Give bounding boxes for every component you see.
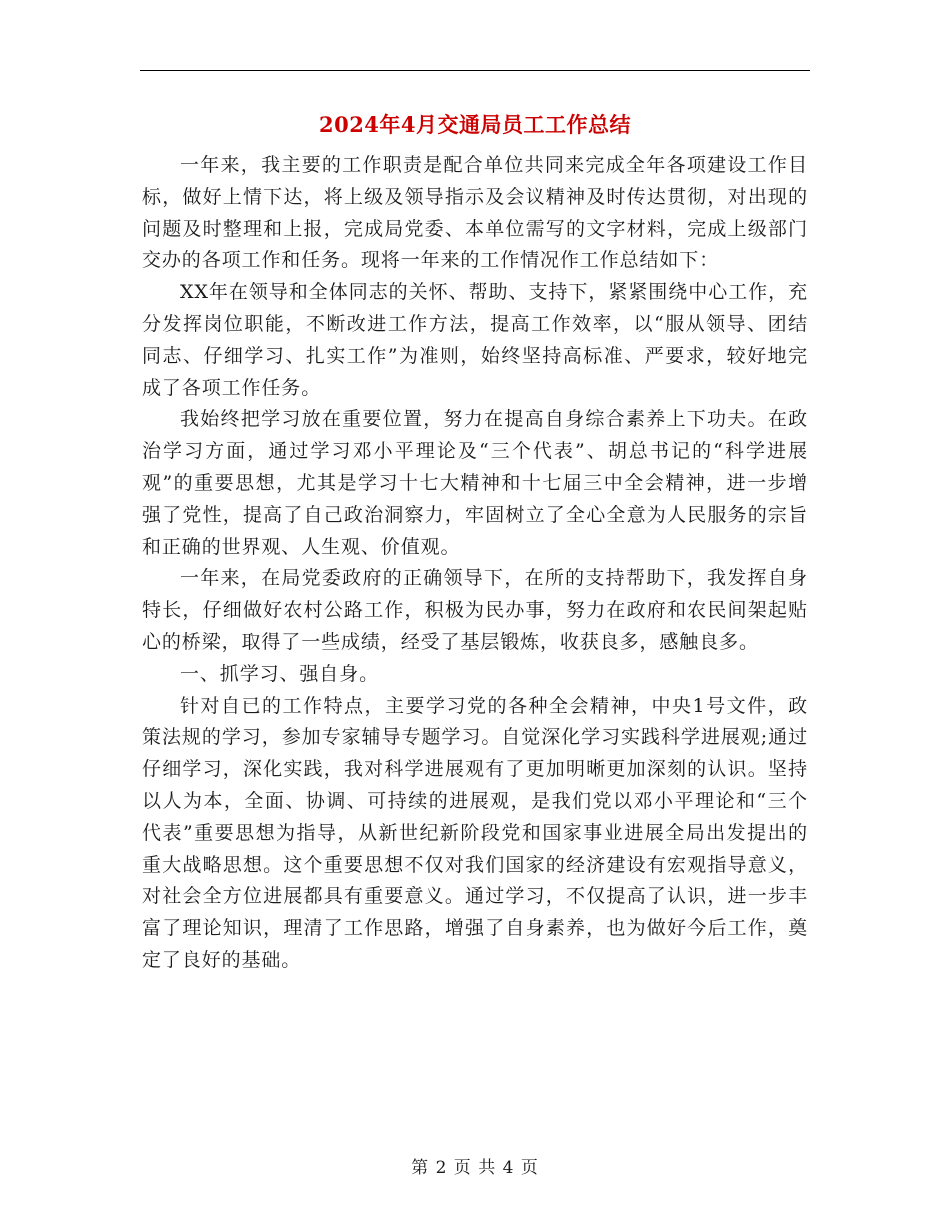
paragraph-section-1: 针对自已的工作特点，主要学习党的各种全会精神，中央1号文件，政策法规的学习，参加专家辅导专题学习。自觉深化学习实践科学进展观;通过仔细学习，深化实践，我对科学进展观有了更加明晰更加深刻的认识。坚持以人为本，全面、协调、可持续的进展观，是我们党以邓小平理论和“三个代表”重要思想为指导，从新世纪新阶段党和国家事业进展全局出发提出的重大战略思想。这个重要思想不仅对我们国家的经济建设有宏观指导意义，对社会全方位进展都具有重要意义。通过学习，不仅提高了认识，进一步丰富了理论知识，理清了工作思路，增强了自身素养，也为做好今后工作，奠定了良好的基础。 xyxy=(142,694,808,971)
section-heading-1: 一、抓学习、强自身。 xyxy=(180,662,380,685)
header-divider xyxy=(140,70,810,71)
paragraph-study: 我始终把学习放在重要位置，努力在提高自身综合素养上下功夫。在政治学习方面，通过学习邓小平理论及“三个代表”、胡总书记的“科学进展观”的重要思想，尤其是学习十七大精神和十七届三中全会精神，进一步增强了党性，提高了自己政治洞察力，牢固树立了全心全意为人民服务的宗旨和正确的世界观、人生观、价值观。 xyxy=(142,408,808,558)
page-number-label: 第 2 页 共 4 页 xyxy=(411,1158,539,1178)
document-title: 2024年4月交通局员工工作总结 xyxy=(318,112,632,137)
page-number-footer xyxy=(0,1153,950,1178)
paragraph-overview: XX年在领导和全体同志的关怀、帮助、支持下，紧紧围绕中心工作，充分发挥岗位职能，不断改进工作方法，提高工作效率，以“服从领导、团结同志、仔细学习、扎实工作”为准则，始终坚持高标准、严要求，较好地完成了各项工作任务。 xyxy=(142,281,808,399)
document-body xyxy=(142,150,808,977)
paragraph-intro: 一年来，我主要的工作职责是配合单位共同来完成全年各项建设工作目标，做好上情下达，将上级及领导指示及会议精神及时传达贯彻，对出现的问题及时整理和上报，完成局党委、本单位需写的文字材料，完成上级部门交办的各项工作和任务。现将一年来的工作情况作工作总结如下： xyxy=(142,154,808,272)
paragraph-achievements: 一年来，在局党委政府的正确领导下，在所的支持帮助下，我发挥自身特长，仔细做好农村公路工作，积极为民办事，努力在政府和农民间架起贴心的桥梁，取得了一些成绩，经受了基层锻炼，收获良多，感触良多。 xyxy=(142,567,808,653)
